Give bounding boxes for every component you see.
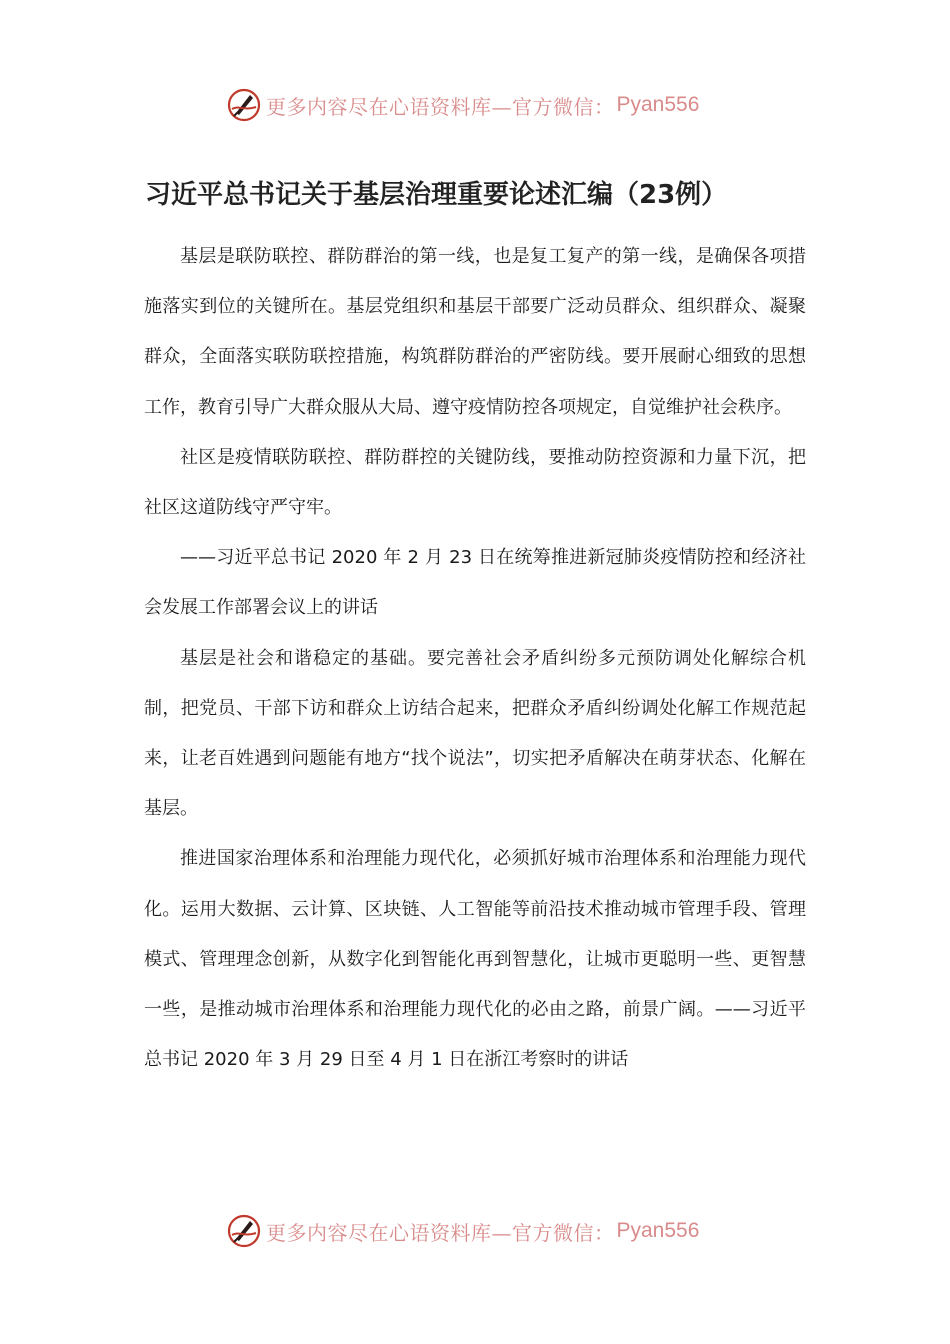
paragraph: 推进国家治理体系和治理能力现代化，必须抓好城市治理体系和治理能力现代化。运用大数据、云计算、区块链、人工智能等前沿技术推动城市管理手段、管理模式、管理理念创新，从数字化到智能化再到智慧化，让城市更聪明一些、更智慧一些，是推动城市治理体系和治理能力现代化的必由之路，前景广阔。——习近平总书记 2020 年 3 月 29 日至 4 月 1 日在浙江考察时的讲话 [144,848,806,1071]
banner-wechat-id: Pyan556 [616,1219,700,1242]
paragraph: 基层是社会和谐稳定的基础。要完善社会矛盾纠纷多元预防调处化解综合机制，把党员、干部下访和群众上访结合起来，把群众矛盾纠纷调处化解工作规范起来，让老百姓遇到问题能有地方“找个说法”，切实把矛盾解决在萌芽状态、化解在基层。 [144,647,806,820]
quill-logo-icon [226,1213,262,1249]
footer-banner [226,1211,699,1251]
document-body [144,232,806,1085]
paragraph: ——习近平总书记 2020 年 2 月 23 日在统筹推进新冠肺炎疫情防控和经济社会发展工作部署会议上的讲话 [144,547,806,619]
banner-slogan: 更多内容尽在心语资料库—官方微信： [266,1220,615,1245]
banner-slogan: 更多内容尽在心语资料库—官方微信： [266,94,615,119]
paragraph: 社区是疫情联防联控、群防群控的关键防线，要推动防控资源和力量下沉，把社区这道防线守严守牢。 [144,446,806,519]
banner-wechat-id: Pyan556 [616,93,700,116]
page-title: 习近平总书记关于基层治理重要论述汇编（23例） [145,180,728,210]
paragraph: 基层是联防联控、群防群治的第一线，也是复工复产的第一线，是确保各项措施落实到位的关键所在。基层党组织和基层干部要广泛动员群众、组织群众、凝聚群众，全面落实联防联控措施，构筑群防群治的严密防线。要开展耐心细致的思想工作，教育引导广大群众服从大局、遵守疫情防控各项规定，自觉维护社会秩序。 [144,246,806,418]
header-banner [226,85,699,125]
quill-logo-icon [226,87,262,123]
